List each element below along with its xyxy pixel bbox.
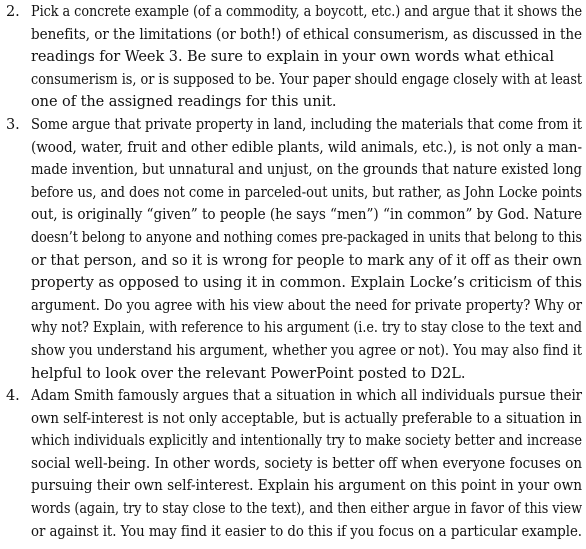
prompt-text-line: out, is originally “given” to people (he says “men”) “in common” by God. Nature bbox=[31, 207, 582, 224]
prompt-item-3 bbox=[0, 114, 586, 385]
prompt-text-line: doesn’t belong to anyone and nothing comes pre-packaged in units that belong to this bbox=[31, 229, 583, 246]
prompt-number: 3. bbox=[6, 116, 20, 133]
prompt-text-line: consumerism is, or is supposed to be. Your paper should engage closely with at least bbox=[31, 71, 583, 88]
prompt-text-line: argument. Do you agree with his view about the need for private property? Why or bbox=[31, 297, 583, 314]
prompt-text-line: benefits, or the limitations (or both!) of ethical consumerism, as discussed in the bbox=[31, 26, 582, 43]
prompt-text-line: (wood, water, fruit and other edible plants, wild animals, etc.), is not only a man- bbox=[31, 139, 583, 156]
prompt-text-line: why not? Explain, with reference to his argument (i.e. try to stay close to the text and bbox=[31, 320, 582, 337]
prompt-text-line: Pick a concrete example (of a commodity, a boycott, etc.) and argue that it shows the bbox=[31, 4, 583, 20]
prompt-item-2 bbox=[0, 1, 586, 114]
prompt-text-line: Adam Smith famously argues that a situation in which all individuals pursue their bbox=[31, 388, 583, 405]
prompt-text-line: Some argue that private property in land, including the materials that come from it bbox=[31, 116, 582, 133]
prompt-text-line: before us, and does not come in parceled-out units, but rather, as John Locke points bbox=[31, 184, 582, 201]
prompt-text-line: one of the assigned readings for this unit. bbox=[31, 94, 337, 111]
assignment-prompt-list bbox=[0, 1, 586, 543]
prompt-number: 2. bbox=[6, 4, 20, 20]
prompt-text-line: show you understand his argument, whether you agree or not). You may also find it bbox=[31, 342, 583, 359]
prompt-number: 4. bbox=[6, 388, 20, 405]
prompt-text-line: made invention, but unnatural and unjust, on the grounds that nature existed long bbox=[31, 162, 582, 179]
prompt-text-line: own self-interest is not only acceptable, but is actually preferable to a situation in bbox=[31, 410, 583, 427]
prompt-text-line: pursuing their own self-interest. Explain his argument on this point in your own bbox=[31, 478, 583, 495]
prompt-text-line: or against it. You may find it easier to do this if you focus on a particular example. bbox=[31, 523, 582, 540]
prompt-text-line: or that person, and so it is wrong for people to mark any of it off as their own bbox=[31, 252, 582, 269]
prompt-text-line: which individuals explicitly and intentionally try to make society better and increase bbox=[31, 433, 583, 450]
prompt-text-line: helpful to look over the relevant PowerPoint posted to D2L. bbox=[31, 365, 466, 382]
prompt-text-line: words (again, try to stay close to the text), and then either argue in favor of this view bbox=[31, 501, 583, 518]
prompt-text-line: readings for Week 3. Be sure to explain in your own words what ethical bbox=[31, 49, 554, 66]
prompt-text-line: property as opposed to using it in common. Explain Locke’s criticism of this bbox=[31, 275, 583, 292]
prompt-item-4 bbox=[0, 385, 586, 543]
prompt-text-line: social well-being. In other words, society is better off when everyone focuses on bbox=[31, 455, 583, 472]
